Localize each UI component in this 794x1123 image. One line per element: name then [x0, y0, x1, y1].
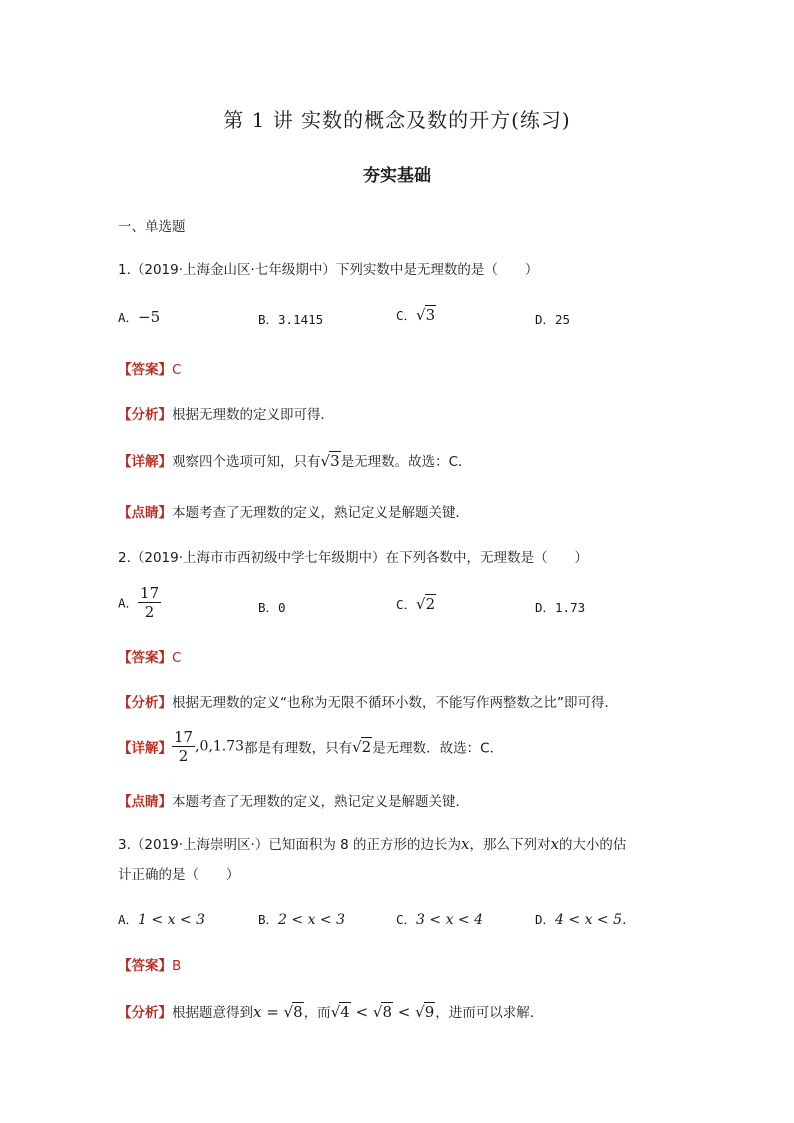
q3-answer: 【答案】B: [118, 958, 182, 974]
q3-option-a: A．1 < x < 3: [118, 912, 206, 928]
q2-answer: 【答案】C: [118, 650, 182, 666]
q2-option-b: B．0: [258, 600, 286, 615]
sqrt-symbol: √8: [372, 1003, 393, 1021]
q2-analysis: 【分析】根据无理数的定义“也称为无限不循环小数，不能写作两整数之比”即可得．: [118, 695, 618, 711]
q3-analysis: 【分析】根据题意得到x = √8，而√4 < √8 < √9，进而可以求解．: [118, 1003, 544, 1021]
sqrt-symbol: √3: [416, 306, 436, 324]
q3-option-b: B．2 < x < 3: [258, 912, 346, 928]
fraction: $\frac{17}{2}$: [174, 728, 194, 765]
q1-answer: 【答案】C: [118, 362, 182, 378]
q3-stem-line2: 计正确的是（ ）: [118, 867, 240, 883]
fraction: $\frac{17}{2}$: [140, 584, 160, 621]
q1-option-d: D．25: [535, 312, 571, 327]
q1-stem: 1.（2019·上海金山区·七年级期中）下列实数中是无理数的是（ ）: [118, 262, 539, 278]
section-subtitle: 夯实基础: [363, 166, 431, 186]
q2-detail: 【详解】 $\frac{17}{2}$ ,0,1.73都是有理数，只有√2是无理数．故选：C．: [118, 728, 504, 765]
sqrt-symbol: √4: [330, 1003, 350, 1021]
sqrt-symbol: √2: [416, 595, 436, 613]
sqrt-symbol: √8: [283, 1003, 303, 1021]
q1-detail: 【详解】观察四个选项可知，只有√3是无理数。故选：C．: [118, 452, 472, 470]
q2-option-a: A． $\frac{17}{2}$: [118, 584, 160, 621]
q1-option-a: A．−5: [118, 308, 161, 326]
q2-option-d: D．1.73: [535, 600, 586, 615]
q2-comment: 【点睛】本题考查了无理数的定义，熟记定义是解题关键．: [118, 794, 469, 810]
q3-option-c: C．3 < x < 4: [396, 912, 484, 928]
q3-option-d: D．4 < x < 5．: [535, 912, 637, 928]
sqrt-symbol: √3: [320, 452, 340, 470]
section-heading: 一、单选题: [118, 219, 186, 235]
sqrt-symbol: √2: [352, 737, 372, 756]
q1-option-c: C．√3: [396, 306, 436, 324]
q1-comment: 【点睛】本题考查了无理数的定义，熟记定义是解题关键．: [118, 505, 469, 521]
q1-option-b: B．3.1415: [258, 312, 324, 327]
page-title: 第 1 讲 实数的概念及数的开方(练习): [223, 108, 571, 132]
q1-analysis: 【分析】根据无理数的定义即可得．: [118, 407, 334, 423]
q2-stem: 2.（2019·上海市市西初级中学七年级期中）在下列各数中，无理数是（ ）: [118, 550, 589, 566]
sqrt-symbol: √9: [415, 1003, 435, 1021]
q3-stem-line1: 3.（2019·上海崇明区·）已知面积为 8 的正方形的边长为x，那么下列对x的大小的估: [118, 835, 627, 853]
q2-option-c: C．√2: [396, 595, 436, 613]
